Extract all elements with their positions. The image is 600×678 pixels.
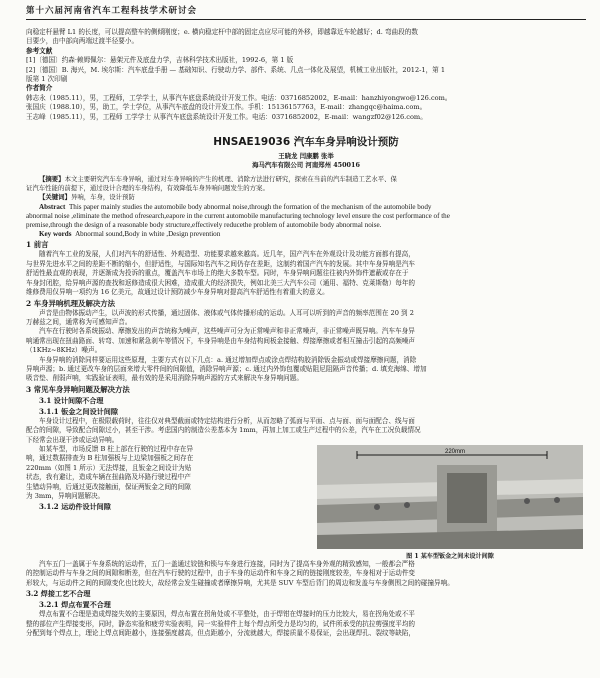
body-text: 车身异响的消除同样要运用这些原理，主要方式有以下几点：a. 通过增加焊点或涂点焊结构胶消除钣金振动或焊接摩擦问题，消除: [39, 355, 417, 364]
body-text: 焊点布置不合理是造成焊接失效的主要原因，焊点布置在拐角处或不平整处，由于焊钳在焊接时的压力比较大，易在拐角处或不平: [39, 610, 415, 619]
body-text: 随着汽车工业的发展，人们对汽车的舒适性、外观造型、功能要求越来越高。近几年，国产汽车在外观设计及功能方面都有提高，: [39, 250, 415, 259]
body-text: 吸音垫、削弱声响，实践验证表明，最有效的是采用消除异响声源的方式来解决车身异响问题。: [26, 374, 303, 383]
sheet-metal-photo: [317, 445, 583, 549]
subsection-heading: 3.2.1 焊点布置不合理: [39, 600, 111, 610]
author-bio: 张国庆（1988.10），男，助工，学士学位，从事汽车底盘的设计开发工作。手机：15136157763，E-mail：zhangqc@haima.com。: [26, 103, 427, 112]
keywords-en-text: Abnormal sound,Body in white ,Design prevention: [75, 230, 221, 239]
keywords-cn-label: 【关键词】: [39, 193, 71, 202]
body-text: 汽车五门一盖属于车身系统的运动件，五门一盖通过铰链和锁与车身进行连接，同时为了提高车身外观的精致感知，一般都会严格: [39, 559, 415, 568]
body-text: 为 3mm，异响问题解决。: [26, 492, 105, 501]
section-heading: 2 车身异响机理及解决方法: [26, 298, 116, 308]
subsection-heading: 3.1.1 钣金之间设计间隙: [39, 406, 118, 416]
body-text: 响，通过数据排查为 B 柱加强板与上边梁加强板之间存在: [26, 454, 194, 463]
abstract-cn-text: 证汽车性能的前提下，通过设计合理的车身结构，有效降低车身异响问题发生的方案。: [26, 184, 269, 193]
body-text: 万赫兹之间，通常称为可感知声音。: [26, 317, 132, 326]
body-text: 目要少，由中部向两端过渡半径要小。: [26, 37, 139, 46]
text-column: [26, 445, 309, 560]
section-heading: 3 常见车身异响问题及解决方法: [26, 384, 130, 394]
body-text: 异响声源；b. 通过更改车身的层面来增大零件间的间隙值，消除异响声源；c. 通过内外饰包覆或贴阻尼阻隔声音传播；d. 填充海绵、增加: [26, 364, 427, 373]
keywords-cn-text: 异响，车身，设计预防: [70, 193, 135, 202]
body-text: 声音是由物体振动产生，以声波的形式传播，通过固体、液体或气体传播形成的运动。人耳可以听到的声音的频率范围在 20 到 2: [39, 308, 414, 317]
abstract-en-text: premise,through the design of a reasonable body structure,effectively reducethe problem of automobile body abnormal noise.: [26, 221, 382, 230]
authors-heading: 作者简介: [26, 84, 53, 93]
body-text: 舒适性最直观的表现，并逐渐成为投诉的重点，覆盖汽车市场上的绝大多数车型。同时，车身异响问题往往被内外饰件遮蔽或存在于: [26, 269, 409, 278]
abstract-cn-text: 本文主要研究汽车车身异响，通过对车身异响的产生的机理、消除方法进行研究，探索在当前的汽车制造工艺水平、保: [64, 175, 397, 184]
section-heading: 1 前言: [26, 240, 49, 250]
body-text: 分配到每个焊点上，理论上焊点间距越小，连接强度越高，但点距越小，分流就越大，焊接质量不易保证，会出现焊孔、裂纹等缺陷，: [26, 629, 416, 638]
body-text: 与世界先进水平之间的差距不断的缩小，但舒适性，与国际知名汽车之间仍存在差距，这制约着国产汽车的发展。其中车身异响是汽车: [26, 259, 416, 268]
author-line: 王晓龙 闫康鹏 张举: [278, 152, 334, 161]
body-text: 生错动异响，后通过更改接触面，保证两钣金之间的间隙: [26, 482, 191, 491]
keywords-cn: [26, 193, 586, 202]
figure-dimension-label: 220mm: [445, 448, 466, 455]
body-text: 车身设计过程中，在极限载荷时，往往仅对典型截面或特定结构进行分析，从而忽略了弧面与平面、点与面、面与面配合、线与面: [39, 416, 415, 425]
abstract-en-label: Abstract: [39, 202, 66, 211]
abstract-en-text: This paper mainly studies the automobile body abnormal noise,through the formation of the mechanism of the automobile body: [68, 202, 432, 211]
header-rule: [26, 19, 586, 20]
body-text: 形较大，与运动件之间的间隙变化也比较大，故经常会发生碰撞或者摩擦异响，尤其是 SUV 车型后背门的周边和发盖与车身侧围之间的碰撞异响。: [26, 578, 454, 587]
running-header: 第十六届河南省汽车工程科技学术研讨会: [26, 6, 198, 16]
body-text: 车身封闭腔，给异响声源的查找和返修造成很大困难，造成重大的经济损失，例如北美三大汽车公司（通用、福特、克莱斯勒）每年的: [26, 278, 416, 287]
subsection-heading: 3.1 设计间隙不合理: [39, 395, 104, 405]
reference-item: [2]〔德国〕B. 海兴，M. 埃尔斯：汽车底盘手册 — 基础知识、行驶动力学、部件、系统、几点一体化及展望，机械工业出版社，2012-1，第 1: [26, 65, 446, 74]
references-heading: 参考文献: [26, 46, 53, 55]
body-text: 如某车型，市场反馈 B 柱上部在行驶的过程中存在异: [39, 444, 194, 453]
body-text: 220mm（如图 1 所示）无法焊接，且钣金之间设计为贴: [26, 463, 192, 472]
abstract-cn: [26, 175, 586, 184]
body-text: 响通常出现在扭曲路面、转弯、加速和紧急刹车等情况下，车身异响是由车身结构间板金接触、焊接摩擦或者相互撞击引起的高频噪声: [26, 336, 416, 345]
body-text: 的控制运动件与车身之间的间隙和断差，但在汽车行驶的过程中，由于车身的运动件和车身之间的链接刚度较差，车身相对于运动件变: [26, 569, 416, 578]
body-text: 状态，我有避让，造成车辆在扭曲路及坏路行驶过程中产: [26, 473, 191, 482]
author-bio: 韩志永（1985.11），男，工程师，工学学士，从事汽车底盘系统设计开发工作。电话：03716852002，E-mail：hanzhiyongwo@126.com。: [26, 93, 452, 102]
figure-photo: [317, 445, 583, 549]
reference-item: [1]〔德国〕约森·赖姆佩尔：悬架元件及底盘力学，吉林科学技术出版社，1992-6，第 1 版: [26, 56, 294, 65]
reference-item: 版第 1 次印刷: [26, 75, 68, 84]
body-text: 汽车在行驶时各系统振动、摩擦发出的声音统称为噪声，这些噪声可分为正常噪声和非正常噪声，非正常噪声既异响。汽车车身异: [39, 327, 415, 336]
body-text: 下经常会出现干涉或运动异响。: [26, 435, 119, 444]
body-text: 维修费用仅异响一项约为 16 亿美元，故通过设计预防减少车身异响对提高汽车舒适性有着重大的意义。: [26, 288, 329, 297]
author-bio: 王志峰（1985.11），男，工程师 工学学士 从事汽车底盘系统设计开发工作。电话：03716852002，E-mail：wangzf02@126.com。: [26, 112, 427, 121]
abstract-en: [26, 203, 586, 212]
keywords-en-label: Key words: [39, 230, 72, 239]
paper-title: HNSAE19036 汽车车身异响设计预防: [213, 136, 399, 149]
paper-page: [26, 4, 586, 638]
subsection-heading: 3.1.2 运动件设计间隙: [39, 502, 111, 512]
affiliation: 海马汽车有限公司 河南郑州 450016: [252, 161, 360, 170]
subsection-heading: 3.2 焊接工艺不合理: [26, 589, 91, 599]
figure-1: [317, 445, 583, 560]
body-text: （1KHz~8KHz）噪声。: [26, 346, 102, 355]
body-text: 配合的间隙，导致配合间隙过小，甚至干涉。考虑国内的制造公差基本为 1mm，再加上加工或生产过程中的公差，汽车在工况负载情况: [26, 426, 421, 435]
body-text: 向稳定杆悬臂 L1 的长度，可以提高整车的侧倾刚度；e. 横向稳定杆中部的固定点应尽可能的外移，即越靠近车轮越好；d. 弯曲段的数: [26, 28, 418, 36]
text-figure-row: [26, 445, 586, 560]
body-text: 整的部位产生焊接变形，同时，静态实验和疲劳实验表明，同一实验样件上每个焊点所受力是均匀的，试件所承受的抗拉剪强度平均的: [26, 619, 416, 628]
keywords-en: [26, 230, 586, 239]
abstract-cn-label: 【摘要】: [39, 175, 65, 184]
figure-caption: 图 1 某车型钣金之间未设计间隙: [406, 552, 494, 560]
abstract-en-text: abnormal noise ,eliminate the method ofresearch,eapore in the current automobile manufacturing technology level ensure the cost performance of the: [26, 211, 450, 220]
